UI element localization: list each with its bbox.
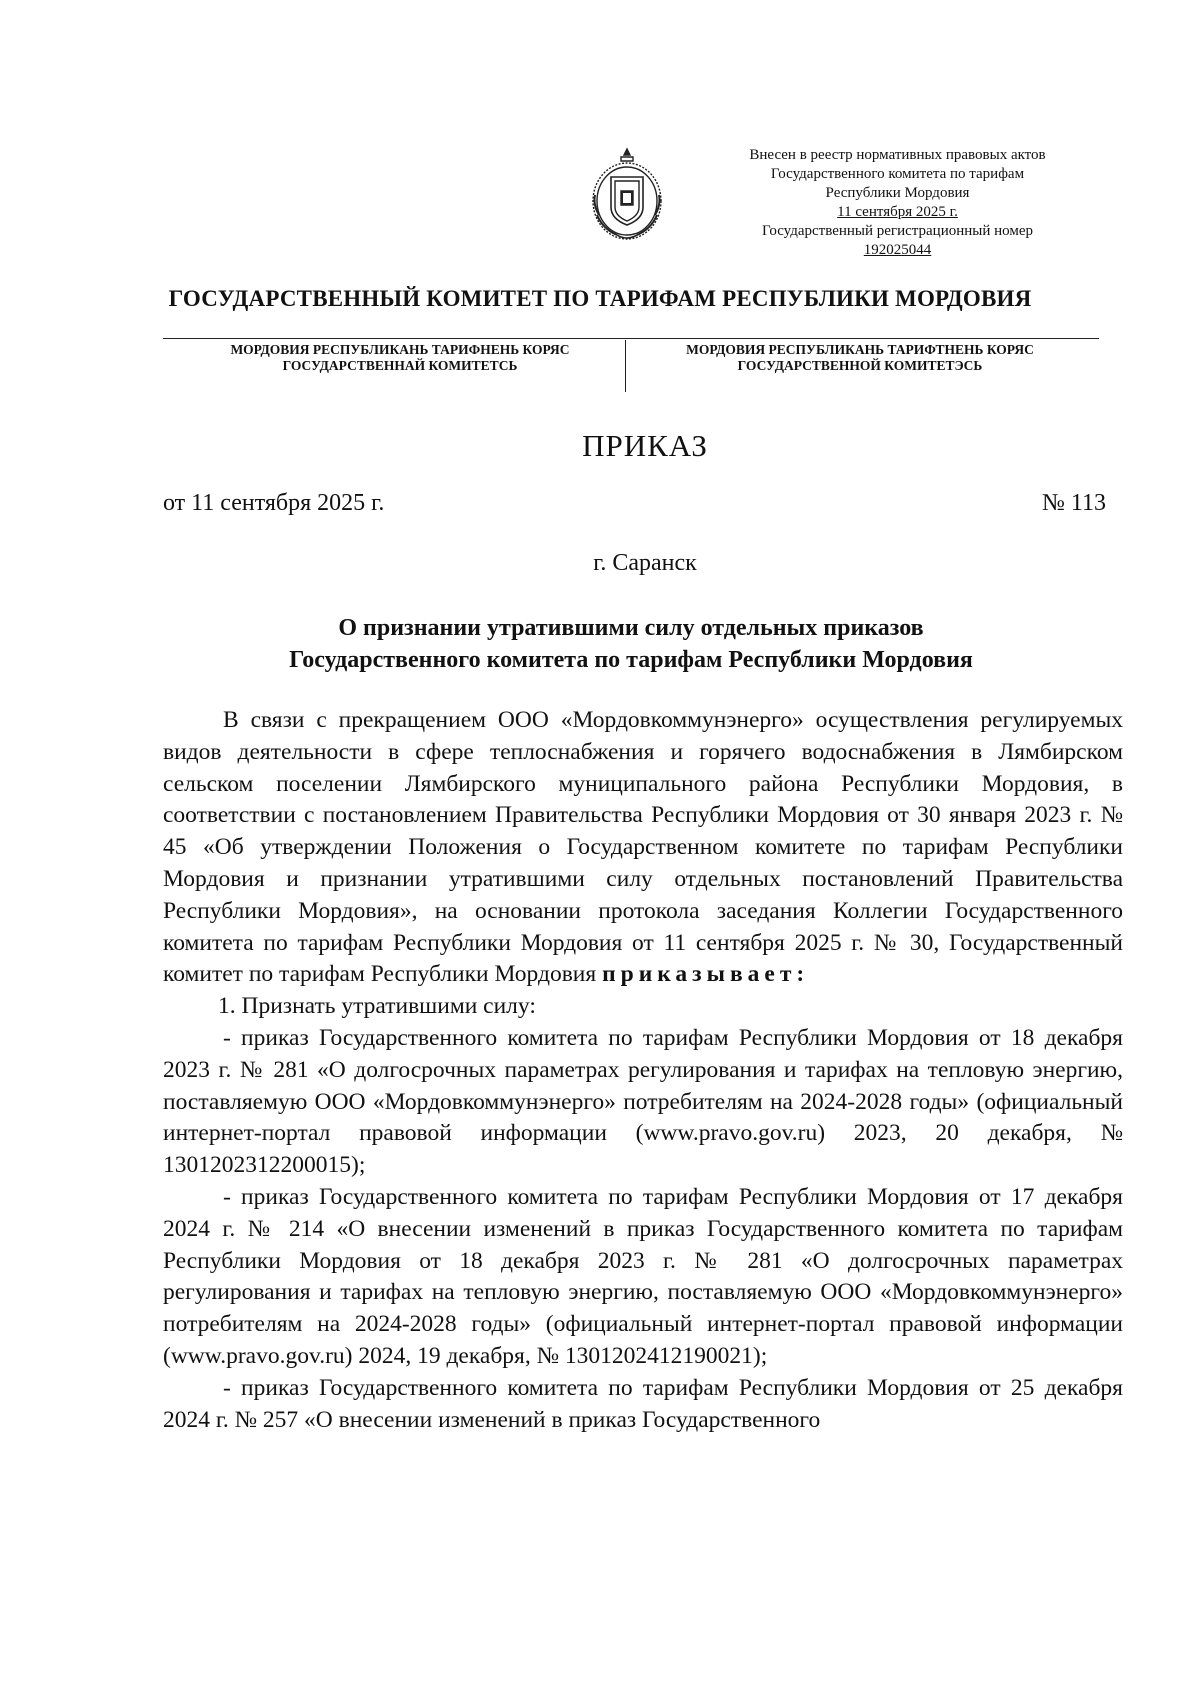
registry-line: Внесен в реестр нормативных правовых актов (749, 147, 1046, 163)
item-1: 1. Признать утратившими силу: (218, 993, 536, 1020)
registry-number: 192025044 (863, 242, 932, 258)
document-body (163, 705, 1123, 1436)
bilingual-title-left (170, 342, 630, 374)
repealed-order-2: - приказ Государственного комитета по тарифам Республики Мордовия от 17 декабря 2024 г. № 214 «О внесении изменений в приказ Государственного комитета по тарифам Республики Мордовия от 18 декабря 2023 г. № 281 «О долгосрочных параметрах регулирования и тарифах на тепловую энергию, поставляемую ООО «Мордовкоммунэнерго» потребителям на 2024-2028 годы» (официальный интернет-портал правовой информации (www.pravo.gov.ru) 2024, 19 декабря, № 1301202412190021); (163, 1183, 1123, 1369)
bilingual-line: ГОСУДАРСТВЕННОЙ КОМИТЕТЭСЬ (737, 358, 983, 373)
bilingual-line: МОРДОВИЯ РЕСПУБЛИКАНЬ ТАРИФНЕНЬ КОРЯС (230, 342, 570, 357)
preamble-text: В связи с прекращением ООО «Мордовкоммунэнерго» осуществления регулируемых видов деятельности в сфере теплоснабжения и горячего водоснабжения в Лямбирском сельском поселении Лямбирского муниципального района Республики Мордовия, в соответствии с постановлением Правительства Республики Мордовия от 30 января 2023 г. № 45 «Об утверждении Положения о Государственном комитете по тарифам Республики Мордовия и признании утратившими силу отдельных постановлений Правительства Республики Мордовия», на основании протокола заседания Коллегии Государственного комитета по тарифам Республики Мордовия от 11 сентября 2025 г. № 30, Государственный комитет по тарифам Республики Мордовия (163, 707, 1123, 988)
registry-stamp (700, 146, 1095, 260)
registry-number-label: Государственный регистрационный номер (761, 223, 1034, 239)
document-number: № 113 (1042, 490, 1107, 516)
bilingual-title-right (630, 342, 1090, 374)
registry-line: Государственного комитета по тарифам (770, 166, 1025, 182)
organization-title: ГОСУДАРСТВЕННЫЙ КОМИТЕТ ПО ТАРИФАМ РЕСПУБЛИКИ МОРДОВИЯ (168, 286, 1032, 311)
registry-line: Республики Мордовия (825, 185, 970, 201)
document-date: от 11 сентября 2025 г. (163, 490, 385, 516)
coat-of-arms-icon (587, 145, 667, 245)
subject-line: О признании утратившими силу отдельных приказов (338, 615, 924, 641)
registry-date: 11 сентября 2025 г. (837, 204, 958, 220)
repealed-order-3: - приказ Государственного комитета по тарифам Республики Мордовия от 25 декабря 2024 г. № 257 «О внесении изменений в приказ Государственного (163, 1374, 1123, 1433)
document-city: г. Саранск (593, 550, 697, 576)
repealed-order-1: - приказ Государственного комитета по тарифам Республики Мордовия от 18 декабря 2023 г. № 281 «О долгосрочных параметрах регулирования и тарифах на тепловую энергию, поставляемую ООО «Мордовкоммунэнерго» потребителям на 2024-2028 годы» (официальный интернет-портал правовой информации (www.pravo.gov.ru) 2023, 20 декабря, № 1301202312200015); (163, 1024, 1123, 1179)
bilingual-line: МОРДОВИЯ РЕСПУБЛИКАНЬ ТАРИФТНЕНЬ КОРЯС (686, 342, 1034, 357)
orders-word: приказывает: (602, 961, 810, 988)
bilingual-line: ГОСУДАРСТВЕННАЙ КОМИТЕТСЬ (282, 358, 518, 373)
preamble-paragraph (163, 705, 1123, 991)
subject-line: Государственного комитета по тарифам Республики Мордовия (289, 647, 973, 673)
document-subject (163, 612, 1099, 676)
document-type: ПРИКАЗ (582, 428, 708, 463)
header-divider (163, 338, 1099, 339)
